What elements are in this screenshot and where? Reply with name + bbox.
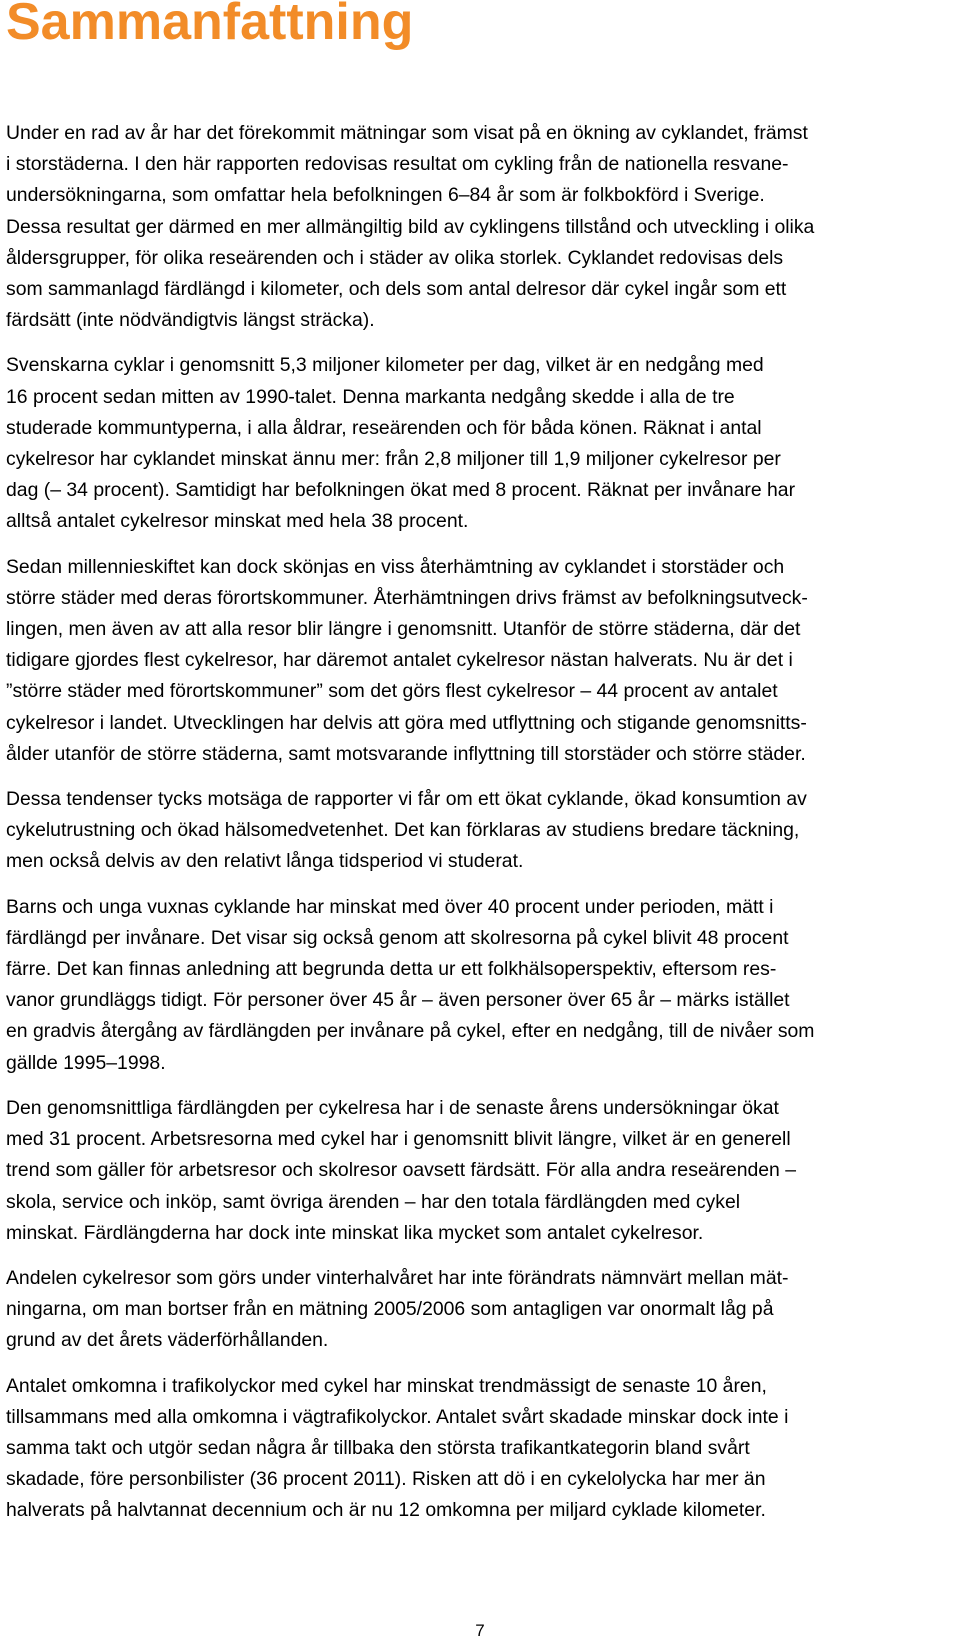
paragraph-line: grund av det årets väderförhållanden. bbox=[6, 1329, 329, 1352]
paragraph bbox=[6, 1371, 956, 1527]
paragraph-line: studerade kommuntyperna, i alla åldrar, reseärenden och för båda könen. Räknat i antal bbox=[6, 416, 762, 439]
paragraph-line: halverats på halvtannat decennium och är nu 12 omkomna per miljard cyklade kilometer. bbox=[6, 1499, 766, 1522]
paragraph bbox=[6, 552, 956, 770]
paragraph bbox=[6, 784, 956, 878]
paragraph-line: ningarna, om man bortser från en mätning 2005/2006 som antagligen var onormalt låg på bbox=[6, 1298, 774, 1321]
summary-body bbox=[6, 118, 956, 1541]
paragraph-line: gällde 1995–1998. bbox=[6, 1051, 166, 1074]
paragraph bbox=[6, 1263, 956, 1357]
paragraph-line: alltså antalet cykelresor minskat med hela 38 procent. bbox=[6, 510, 469, 533]
paragraph-line: med 31 procent. Arbetsresorna med cykel har i genomsnitt blivit längre, vilket är en generell bbox=[6, 1128, 791, 1151]
paragraph-line: Dessa tendenser tycks motsäga de rapporter vi får om ett ökat cyklande, ökad konsumtion av bbox=[6, 788, 807, 811]
paragraph-line: Andelen cykelresor som görs under vinterhalvåret har inte förändrats nämnvärt mellan mät- bbox=[6, 1266, 789, 1289]
paragraph-line: cykelresor i landet. Utvecklingen har delvis att göra med utflyttning och stigande genomsnitts- bbox=[6, 711, 807, 734]
paragraph-line: 16 procent sedan mitten av 1990-talet. Denna markanta nedgång skedde i alla de tre bbox=[6, 385, 735, 408]
paragraph-line: trend som gäller för arbetsresor och skolresor oavsett färdsätt. För alla andra reseärenden – bbox=[6, 1159, 797, 1182]
paragraph-line: Svenskarna cyklar i genomsnitt 5,3 miljoner kilometer per dag, vilket är en nedgång med bbox=[6, 354, 764, 377]
page-number: 7 bbox=[475, 1621, 485, 1640]
paragraph-line: samma takt och utgör sedan några år tillbaka den största trafikantkategorin bland svårt bbox=[6, 1436, 750, 1459]
paragraph-line: ”större städer med förortskommuner” som det görs flest cykelresor – 44 procent av antalet bbox=[6, 680, 778, 703]
paragraph-line: som sammanlagd färdlängd i kilometer, och dels som antal delresor där cykel ingår som ett bbox=[6, 278, 787, 301]
paragraph bbox=[6, 350, 956, 537]
paragraph-line: vanor grundläggs tidigt. För personer över 45 år – även personer över 65 år – märks istället bbox=[6, 989, 790, 1012]
paragraph-line: större städer med deras förortskommuner. Återhämtningen drivs främst av befolkningsutveck- bbox=[6, 586, 808, 609]
paragraph-line: Dessa resultat ger därmed en mer allmängiltig bild av cyklingens tillstånd och utveckling i olika bbox=[6, 215, 815, 238]
paragraph-line: färdlängd per invånare. Det visar sig också genom att skolresorna på cykel blivit 48 procent bbox=[6, 926, 789, 949]
paragraph bbox=[6, 1093, 956, 1249]
paragraph-line: färre. Det kan finnas anledning att begrunda detta ur ett folkhälsoperspektiv, eftersom res- bbox=[6, 958, 777, 981]
paragraph-line: Antalet omkomna i trafikolyckor med cykel har minskat trendmässigt de senaste 10 åren, bbox=[6, 1374, 767, 1397]
paragraph-line: skola, service och inköp, samt övriga ärenden – har den totala färdlängden med cykel bbox=[6, 1190, 741, 1213]
paragraph-line: undersökningarna, som omfattar hela befolkningen 6–84 år som är folkbokförd i Sverige. bbox=[6, 184, 765, 207]
paragraph-line: tidigare gjordes flest cykelresor, har däremot antalet cykelresor nästan halverats. Nu är det i bbox=[6, 649, 793, 672]
paragraph-line: Under en rad av år har det förekommit mätningar som visat på en ökning av cyklandet, främst bbox=[6, 122, 808, 144]
page-title: Sammanfattning bbox=[6, 0, 414, 51]
paragraph-line: lingen, men även av att alla resor blir längre i genomsnitt. Utanför de större städerna, där det bbox=[6, 618, 801, 641]
paragraph-line: dag (– 34 procent). Samtidigt har befolkningen ökat med 8 procent. Räknat per invånare har bbox=[6, 479, 796, 502]
paragraph-line: tillsammans med alla omkomna i vägtrafikolyckor. Antalet svårt skadade minskar dock inte i bbox=[6, 1405, 789, 1428]
paragraph-line: men också delvis av den relativt långa tidsperiod vi studerat. bbox=[6, 850, 524, 873]
paragraph-line: cykelutrustning och ökad hälsomedvetenhet. Det kan förklaras av studiens bredare täckning, bbox=[6, 819, 800, 842]
paragraph-line: Barns och unga vuxnas cyklande har minskat med över 40 procent under perioden, mätt i bbox=[6, 895, 774, 918]
paragraph-line: ålder utanför de större städerna, samt motsvarande inflyttning till storstäder och större städer. bbox=[6, 742, 806, 765]
paragraph-line: Sedan millennieskiftet kan dock skönjas en viss återhämtning av cyklandet i storstäder och bbox=[6, 555, 785, 578]
paragraph bbox=[6, 118, 956, 336]
paragraph bbox=[6, 892, 956, 1079]
paragraph-line: minskat. Färdlängderna har dock inte minskat lika mycket som antalet cykelresor. bbox=[6, 1221, 704, 1244]
paragraph-line: åldersgrupper, för olika reseärenden och i städer av olika storlek. Cyklandet redovisas dels bbox=[6, 246, 784, 269]
paragraph-line: i storstäderna. I den här rapporten redovisas resultat om cykling från de nationella resvane- bbox=[6, 153, 789, 176]
paragraph-line: cykelresor har cyklandet minskat ännu mer: från 2,8 miljoner till 1,9 miljoner cykelresor per bbox=[6, 448, 781, 471]
paragraph-line: skadade, före personbilister (36 procent 2011). Risken att dö i en cykelolycka har mer än bbox=[6, 1468, 766, 1491]
paragraph-line: Den genomsnittliga färdlängden per cykelresa har i de senaste årens undersökningar ökat bbox=[6, 1096, 779, 1119]
paragraph-line: en gradvis återgång av färdlängden per invånare på cykel, efter en nedgång, till de nivåer som bbox=[6, 1020, 815, 1043]
paragraph-line: färdsätt (inte nödvändigtvis längst sträcka). bbox=[6, 309, 375, 332]
